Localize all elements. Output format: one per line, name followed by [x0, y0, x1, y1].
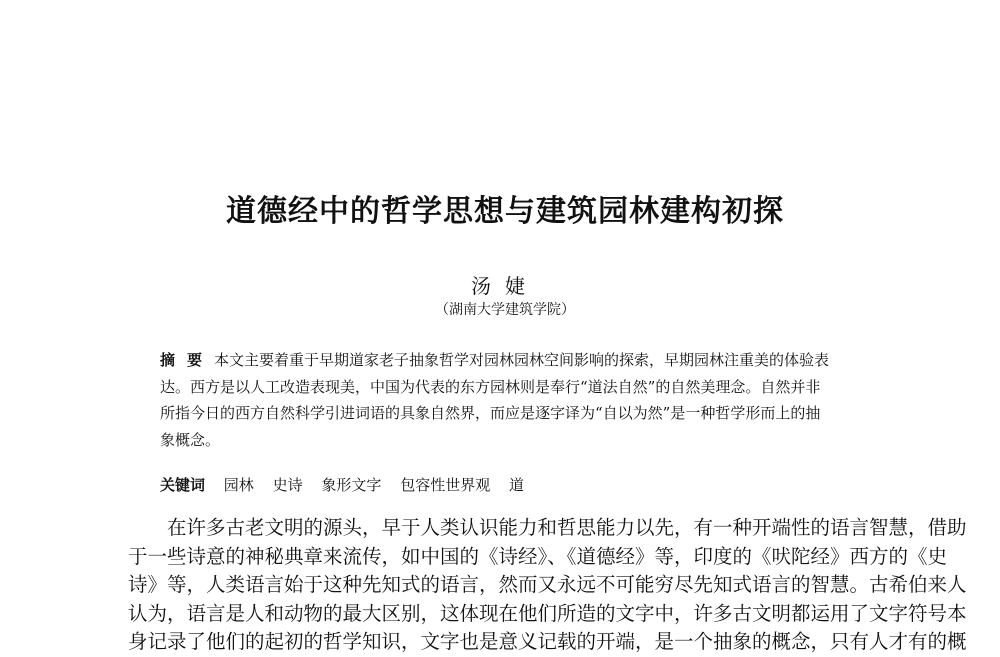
keyword: 包容性世界观 — [400, 476, 491, 494]
abstract-line: 象概念。 — [160, 431, 221, 450]
abstract — [160, 347, 860, 454]
body-line: 身记录了他们的起初的哲学知识，文字也是意义记载的开端，是一个抽象的概念，只有人才有的概 — [128, 630, 967, 653]
body-line: 在许多古老文明的源头，早于人类认识能力和哲思能力以先，有一种开端性的语言智慧，借助 — [128, 516, 967, 539]
keyword: 象形文字 — [321, 476, 382, 494]
keywords-label: 关键词 — [160, 476, 206, 494]
body-line: 认为，语言是人和动物的最大区别，这体现在他们所造的文字中，许多古文明都运用了文字符号本 — [128, 601, 967, 625]
keyword: 园林 — [223, 476, 254, 494]
paper-title: 道德经中的哲学思想与建筑园林建构初探 — [226, 194, 784, 229]
author-affiliation: （湖南大学建筑学院） — [435, 302, 575, 318]
body-paragraph — [128, 514, 967, 657]
keyword: 史诗 — [272, 476, 303, 494]
author-name: 汤婕 — [471, 274, 539, 298]
abstract-text: 本文主要着重于早期道家老子抽象哲学对园林园林空间影响的探索，早期园林注重美的体验表 — [214, 351, 830, 369]
abstract-line: 所指今日的西方自然科学引进词语的具象自然界，而应是逐字译为“自以为然”是一种哲学形而上的抽 — [160, 404, 821, 423]
body-line: 于一些诗意的神秘典章来流传，如中国的《诗经》、《道德经》等，印度的《吠陀经》西方的《史 — [128, 544, 948, 568]
body-line: 诗》等，人类语言始于这种先知式的语言，然而又永远不可能穷尽先知式语言的智慧。古希伯来人 — [128, 573, 967, 596]
abstract-line — [160, 347, 860, 374]
abstract-line: 达。西方是以人工改造表现美，中国为代表的东方园林则是奉行“道法自然”的自然美理念。自然并非 — [160, 377, 821, 396]
keywords — [160, 474, 538, 495]
keyword: 道 — [508, 476, 524, 494]
abstract-label: 摘要 — [160, 351, 215, 369]
